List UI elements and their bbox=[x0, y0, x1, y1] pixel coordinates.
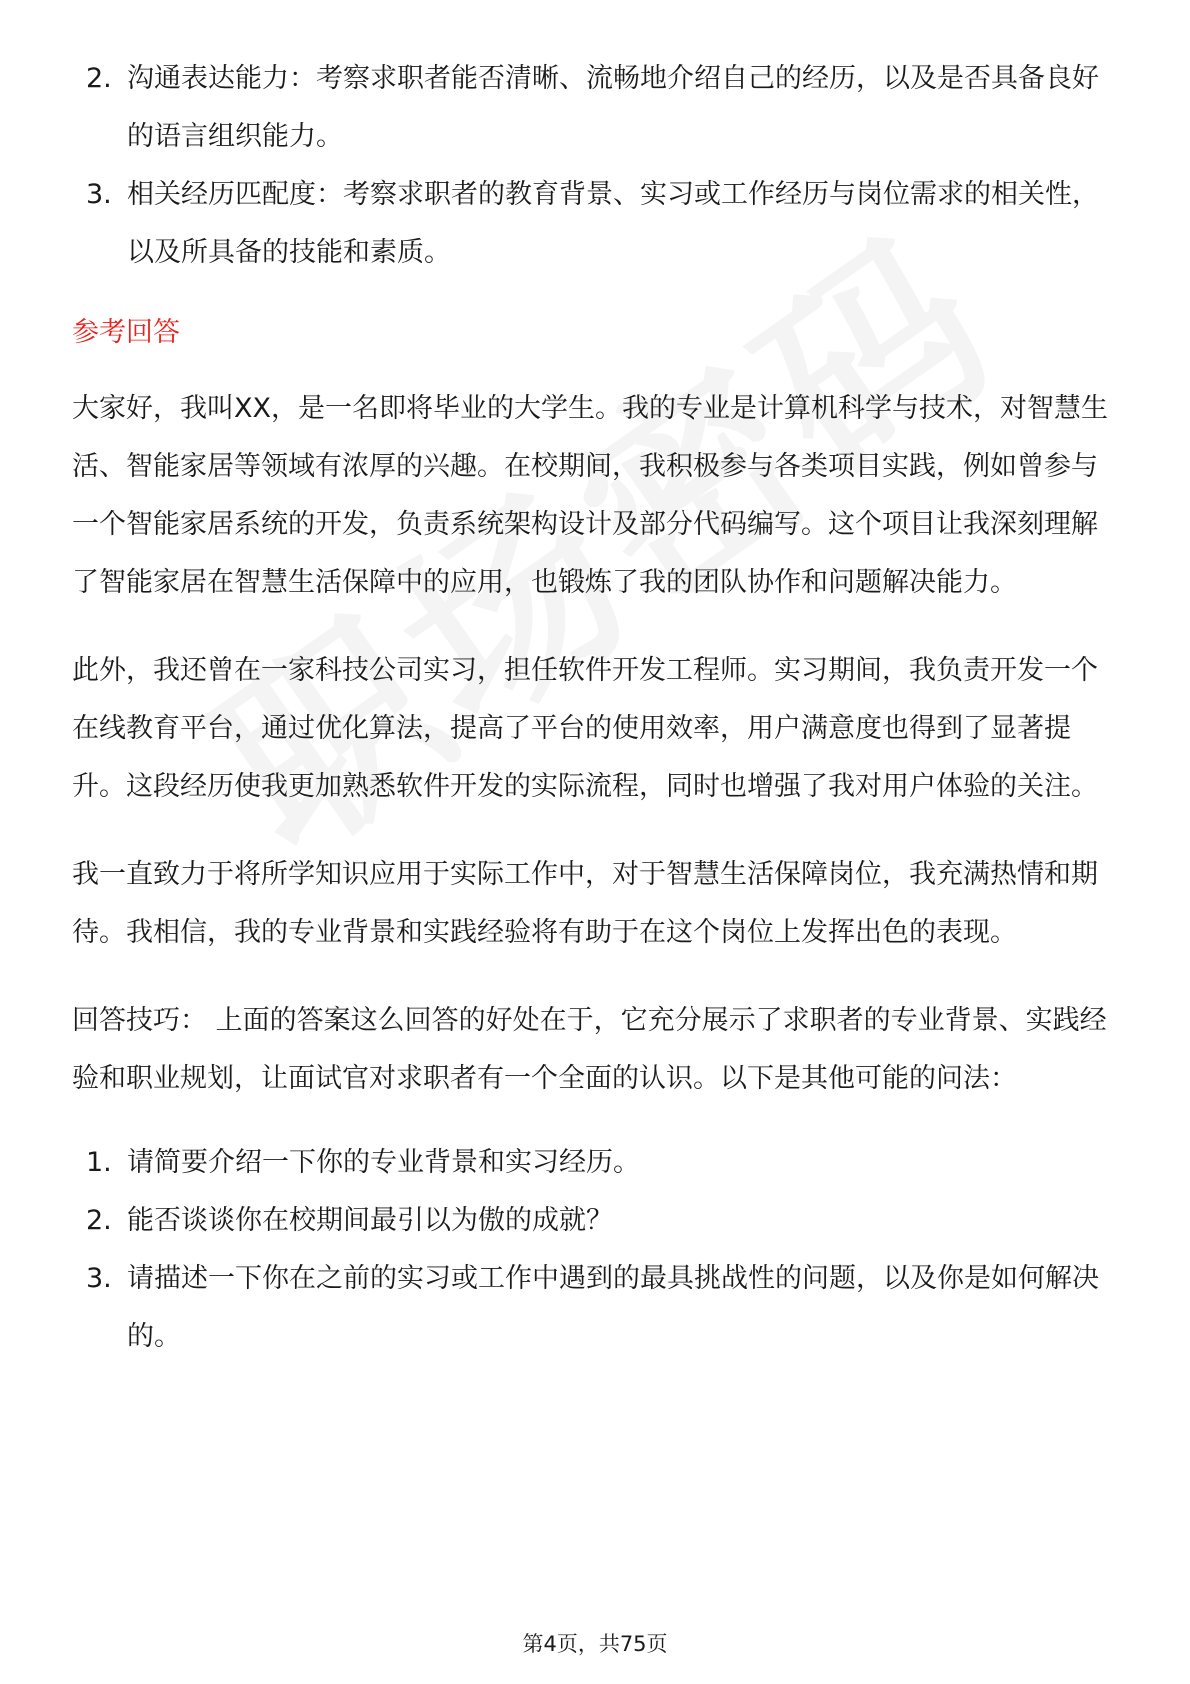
alternative-questions-list bbox=[72, 1134, 1122, 1366]
list-item-number: 2. bbox=[86, 1205, 112, 1236]
list-item-text: 请描述一下你在之前的实习或工作中遇到的最具挑战性的问题，以及你是如何解决的。 bbox=[127, 1263, 1099, 1352]
paragraph: 回答技巧： 上面的答案这么回答的好处在于，它充分展示了求职者的专业背景、实践经验和职业规划，让面试官对求职者有一个全面的认识。以下是其他可能的问法： bbox=[72, 1005, 1107, 1094]
criteria-list bbox=[72, 50, 1122, 282]
list-item bbox=[72, 1192, 1122, 1250]
list-item-number: 3. bbox=[86, 1263, 112, 1294]
list-item-text: 相关经历匹配度：考察求职者的教育背景、实习或工作经历与岗位需求的相关性，以及所具备的技能和素质。 bbox=[127, 179, 1099, 268]
list-item bbox=[72, 1134, 1122, 1192]
list-item-text: 沟通表达能力：考察求职者能否清晰、流畅地介绍自己的经历，以及是否具备良好的语言组织能力。 bbox=[127, 63, 1099, 152]
paragraph: 大家好，我叫XX，是一名即将毕业的大学生。我的专业是计算机科学与技术，对智慧生活、智能家居等领域有浓厚的兴趣。在校期间，我积极参与各类项目实践，例如曾参与一个智能家居系统的开发，负责系统架构设计及部分代码编写。这个项目让我深刻理解了智能家居在智慧生活保障中的应用，也锻炼了我的团队协作和问题解决能力。 bbox=[72, 393, 1108, 598]
document-body bbox=[72, 50, 1122, 1366]
list-item-number: 2. bbox=[86, 63, 112, 94]
list-item-number: 1. bbox=[86, 1147, 112, 1178]
list-item bbox=[72, 50, 1122, 166]
list-item-number: 3. bbox=[86, 179, 112, 210]
list-item-text: 能否谈谈你在校期间最引以为傲的成就？ bbox=[127, 1205, 613, 1236]
list-item bbox=[72, 1250, 1122, 1366]
list-item-text: 请简要介绍一下你的专业背景和实习经历。 bbox=[127, 1147, 640, 1178]
paragraph: 我一直致力于将所学知识应用于实际工作中，对于智慧生活保障岗位，我充满热情和期待。我相信，我的专业背景和实践经验将有助于在这个岗位上发挥出色的表现。 bbox=[72, 859, 1098, 948]
paragraph: 此外，我还曾在一家科技公司实习，担任软件开发工程师。实习期间，我负责开发一个在线教育平台，通过优化算法，提高了平台的使用效率，用户满意度也得到了显著提升。这段经历使我更加熟悉软件开发的实际流程，同时也增强了我对用户体验的关注。 bbox=[72, 655, 1098, 802]
page-footer: 第4页，共75页 bbox=[522, 1632, 668, 1656]
list-item bbox=[72, 166, 1122, 282]
section-title: 参考回答 bbox=[72, 317, 180, 348]
